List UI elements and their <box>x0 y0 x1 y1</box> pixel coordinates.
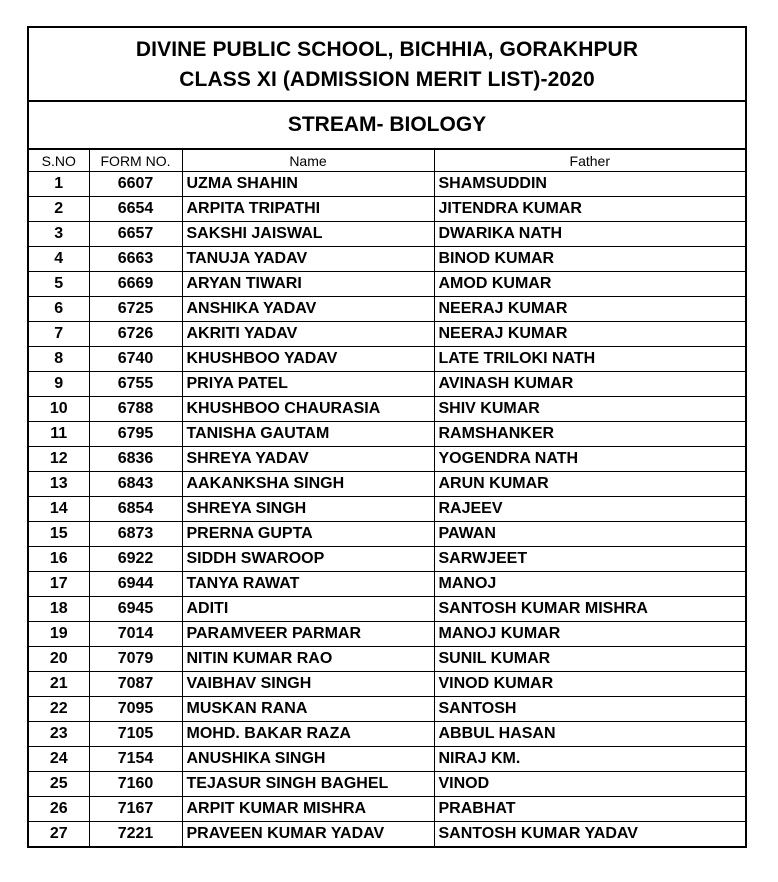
cell-sno: 6 <box>29 297 89 322</box>
cell-father: ARUN KUMAR <box>434 472 745 497</box>
cell-father: SUNIL KUMAR <box>434 647 745 672</box>
cell-name: TANUJA YADAV <box>182 247 434 272</box>
cell-name: TANYA RAWAT <box>182 572 434 597</box>
cell-name: KHUSHBOO YADAV <box>182 347 434 372</box>
school-title: DIVINE PUBLIC SCHOOL, BICHHIA, GORAKHPUR <box>135 38 639 61</box>
cell-sno: 15 <box>29 522 89 547</box>
header-row <box>29 150 745 172</box>
cell-sno: 11 <box>29 422 89 447</box>
table-row <box>29 697 745 722</box>
list-title: CLASS XI (ADMISSION MERIT LIST)-2020 <box>179 68 595 91</box>
cell-name: AKRITI YADAV <box>182 322 434 347</box>
cell-father: JITENDRA KUMAR <box>434 197 745 222</box>
cell-father: MANOJ <box>434 572 745 597</box>
table-row <box>29 547 745 572</box>
cell-form-no: 6726 <box>89 322 182 347</box>
cell-father: ABBUL HASAN <box>434 722 745 747</box>
cell-sno: 5 <box>29 272 89 297</box>
stream-heading: STREAM- BIOLOGY <box>29 102 745 150</box>
cell-name: PRERNA GUPTA <box>182 522 434 547</box>
cell-sno: 19 <box>29 622 89 647</box>
cell-sno: 9 <box>29 372 89 397</box>
cell-name: ANSHIKA YADAV <box>182 297 434 322</box>
cell-form-no: 7154 <box>89 747 182 772</box>
cell-father: LATE TRILOKI NATH <box>434 347 745 372</box>
cell-name: ADITI <box>182 597 434 622</box>
cell-form-no: 6854 <box>89 497 182 522</box>
cell-father: SANTOSH <box>434 697 745 722</box>
cell-form-no: 6944 <box>89 572 182 597</box>
table-row <box>29 347 745 372</box>
cell-name: PRIYA PATEL <box>182 372 434 397</box>
cell-form-no: 6836 <box>89 447 182 472</box>
cell-father: SHIV KUMAR <box>434 397 745 422</box>
cell-form-no: 7160 <box>89 772 182 797</box>
cell-name: TANISHA GAUTAM <box>182 422 434 447</box>
cell-sno: 7 <box>29 322 89 347</box>
table-row <box>29 672 745 697</box>
cell-father: AVINASH KUMAR <box>434 372 745 397</box>
cell-sno: 18 <box>29 597 89 622</box>
column-header-father: Father <box>434 150 745 172</box>
column-header-sno: S.NO <box>29 150 89 172</box>
cell-name: MUSKAN RANA <box>182 697 434 722</box>
cell-name: ANUSHIKA SINGH <box>182 747 434 772</box>
cell-sno: 24 <box>29 747 89 772</box>
cell-form-no: 7014 <box>89 622 182 647</box>
cell-father: VINOD <box>434 772 745 797</box>
cell-form-no: 6725 <box>89 297 182 322</box>
cell-form-no: 6657 <box>89 222 182 247</box>
cell-name: KHUSHBOO CHAURASIA <box>182 397 434 422</box>
table-row <box>29 497 745 522</box>
cell-form-no: 6669 <box>89 272 182 297</box>
column-header-name: Name <box>182 150 434 172</box>
cell-father: SANTOSH KUMAR YADAV <box>438 825 638 842</box>
cell-sno: 2 <box>29 197 89 222</box>
cell-form-no: 6755 <box>89 372 182 397</box>
table-row <box>29 372 745 397</box>
cell-form-no: 7087 <box>89 672 182 697</box>
cell-sno: 16 <box>29 547 89 572</box>
cell-father: VINOD KUMAR <box>434 672 745 697</box>
cell-form-no: 7079 <box>89 647 182 672</box>
cell-name: TEJASUR SINGH BAGHEL <box>182 772 434 797</box>
cell-sno: 4 <box>29 247 89 272</box>
table-row <box>29 247 745 272</box>
cell-sno: 26 <box>29 797 89 822</box>
table-row <box>29 397 745 422</box>
cell-name: MOHD. BAKAR RAZA <box>182 722 434 747</box>
cell-father: AMOD KUMAR <box>434 272 745 297</box>
table-row <box>29 747 745 772</box>
cell-father: PAWAN <box>434 522 745 547</box>
cell-name: SAKSHI JAISWAL <box>182 222 434 247</box>
table-row <box>29 597 745 622</box>
cell-sno: 27 <box>29 822 89 847</box>
table-row <box>29 197 745 222</box>
cell-name: UZMA SHAHIN <box>182 172 434 197</box>
cell-father: NEERAJ KUMAR <box>434 297 745 322</box>
cell-sno: 8 <box>29 347 89 372</box>
table-row <box>29 472 745 497</box>
table-row <box>29 447 745 472</box>
cell-form-no: 7095 <box>89 697 182 722</box>
cell-name: SIDDH SWAROOP <box>182 547 434 572</box>
cell-sno: 25 <box>29 772 89 797</box>
table-row <box>29 797 745 822</box>
cell-form-no: 6922 <box>89 547 182 572</box>
merit-list-sheet <box>27 26 747 848</box>
cell-father: RAJEEV <box>434 497 745 522</box>
table-row <box>29 322 745 347</box>
table-row <box>29 572 745 597</box>
cell-form-no: 6654 <box>89 197 182 222</box>
cell-form-no: 7105 <box>89 722 182 747</box>
cell-form-no: 6607 <box>89 172 182 197</box>
column-header-form-no: FORM NO. <box>89 150 182 172</box>
cell-father: SANTOSH KUMAR MISHRA <box>434 597 745 622</box>
cell-name: ARPITA TRIPATHI <box>182 197 434 222</box>
cell-form-no: 6945 <box>89 597 182 622</box>
cell-father: SARWJEET <box>434 547 745 572</box>
cell-name: NITIN KUMAR RAO <box>182 647 434 672</box>
cell-sno: 23 <box>29 722 89 747</box>
table-row <box>29 622 745 647</box>
table-row <box>29 422 745 447</box>
cell-name: SHREYA SINGH <box>182 497 434 522</box>
table-row <box>29 172 745 197</box>
cell-form-no: 6795 <box>89 422 182 447</box>
cell-form-no: 6663 <box>89 247 182 272</box>
cell-father: MANOJ KUMAR <box>434 622 745 647</box>
cell-father: NIRAJ KM. <box>434 747 745 772</box>
table-row <box>29 297 745 322</box>
cell-form-no: 7221 <box>89 822 182 847</box>
cell-father: RAMSHANKER <box>434 422 745 447</box>
title-block <box>29 28 745 102</box>
cell-name: PRAVEEN KUMAR YADAV <box>182 822 434 847</box>
cell-father: DWARIKA NATH <box>434 222 745 247</box>
table-row <box>29 272 745 297</box>
table-row <box>29 822 745 847</box>
cell-sno: 20 <box>29 647 89 672</box>
cell-sno: 21 <box>29 672 89 697</box>
cell-sno: 1 <box>29 172 89 197</box>
cell-sno: 14 <box>29 497 89 522</box>
table-row <box>29 647 745 672</box>
table-row <box>29 222 745 247</box>
cell-father: SHAMSUDDIN <box>434 172 745 197</box>
cell-father: NEERAJ KUMAR <box>434 322 745 347</box>
cell-father: BINOD KUMAR <box>434 247 745 272</box>
table-row <box>29 522 745 547</box>
cell-sno: 3 <box>29 222 89 247</box>
cell-name: PARAMVEER PARMAR <box>182 622 434 647</box>
cell-name: ARPIT KUMAR MISHRA <box>182 797 434 822</box>
cell-father: YOGENDRA NATH <box>434 447 745 472</box>
cell-form-no: 7167 <box>89 797 182 822</box>
cell-name: SHREYA YADAV <box>182 447 434 472</box>
cell-form-no: 6740 <box>89 347 182 372</box>
table-row <box>29 722 745 747</box>
cell-name: ARYAN TIWARI <box>182 272 434 297</box>
table-row <box>29 772 745 797</box>
cell-name: AAKANKSHA SINGH <box>182 472 434 497</box>
merit-table <box>29 150 745 846</box>
cell-form-no: 6843 <box>89 472 182 497</box>
cell-sno: 13 <box>29 472 89 497</box>
cell-father: PRABHAT <box>434 797 745 822</box>
cell-form-no: 6873 <box>89 522 182 547</box>
cell-sno: 17 <box>29 572 89 597</box>
cell-sno: 12 <box>29 447 89 472</box>
cell-name: VAIBHAV SINGH <box>182 672 434 697</box>
cell-form-no: 6788 <box>89 397 182 422</box>
cell-sno: 10 <box>29 397 89 422</box>
cell-sno: 22 <box>29 697 89 722</box>
